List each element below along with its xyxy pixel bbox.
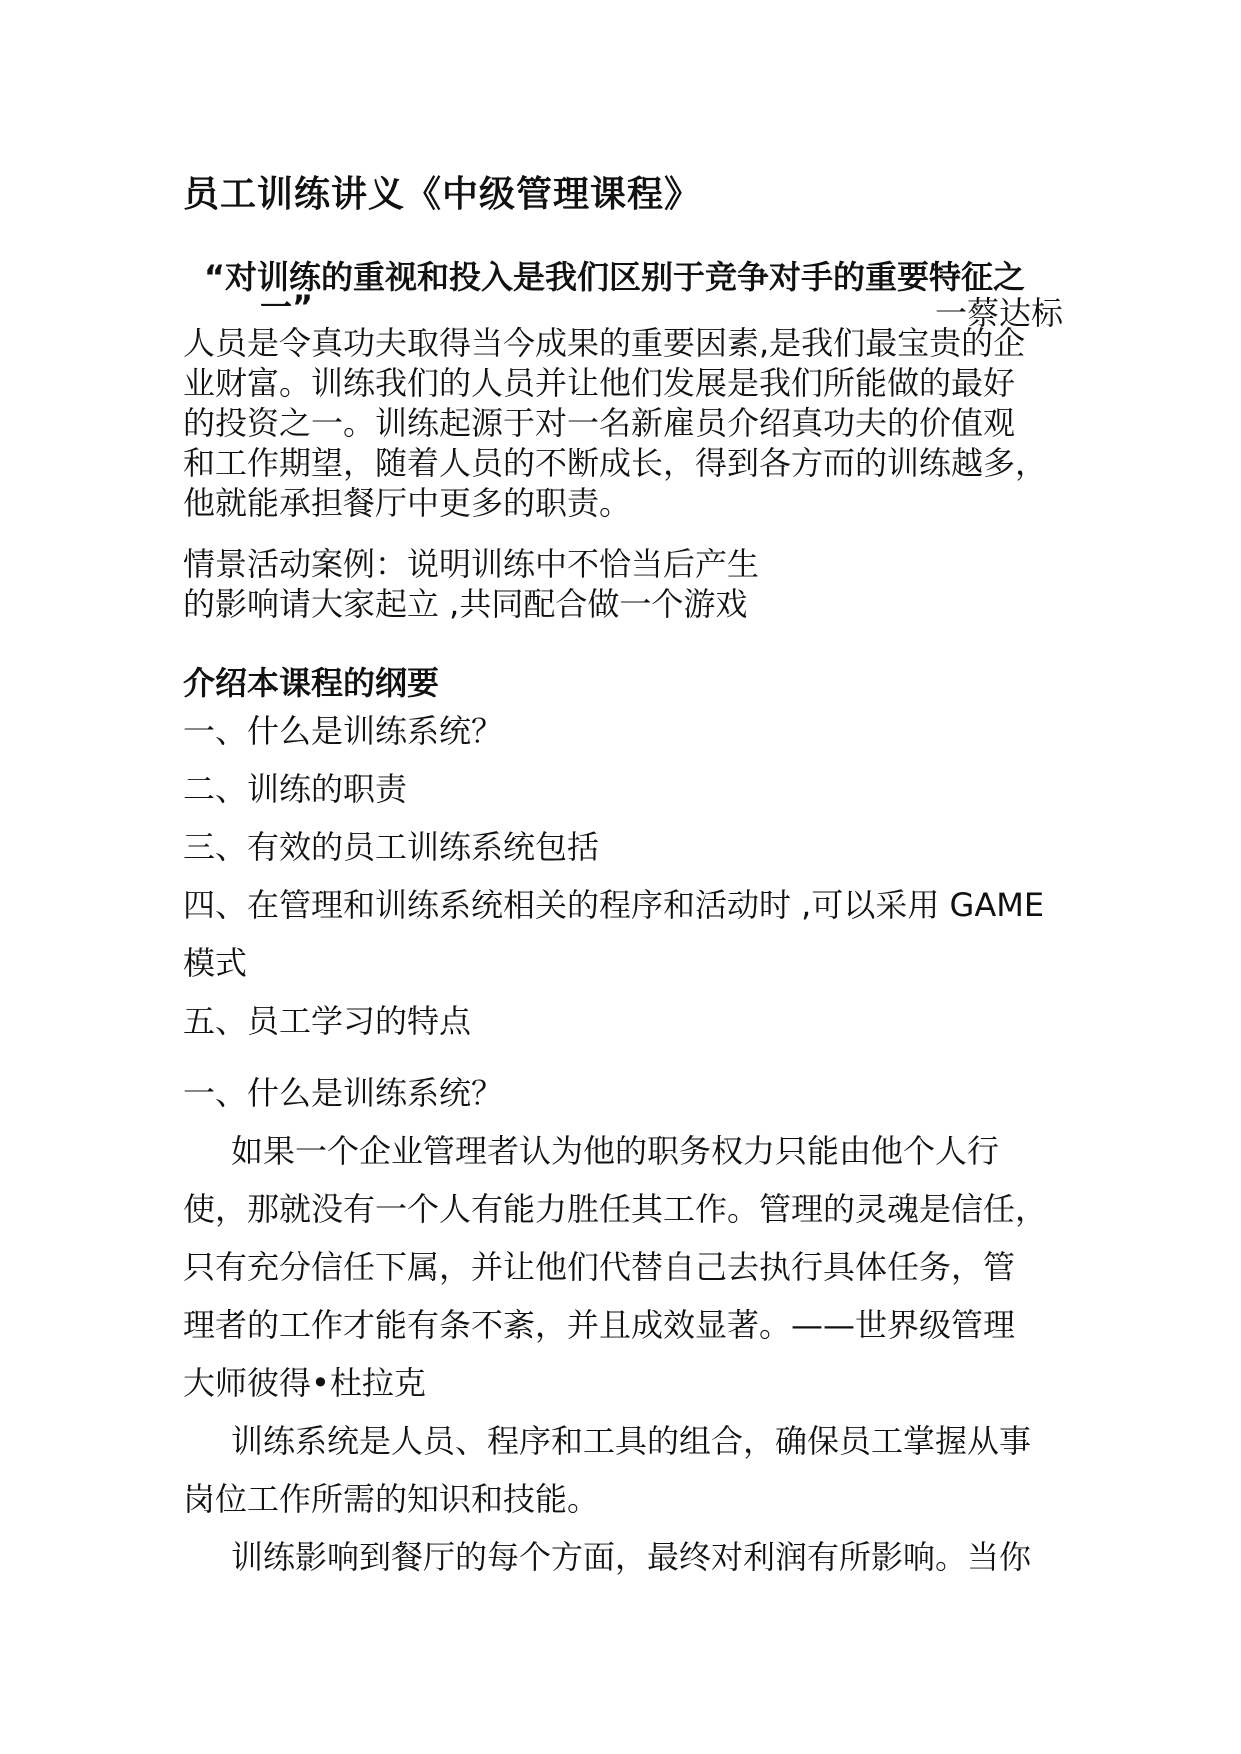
document-title: 员工训练讲义《中级管理课程》 xyxy=(183,174,702,215)
section-line: 训练影响到餐厅的每个方面，最终对利润有所影响。当你 xyxy=(231,1538,1032,1576)
quote-author: 一蔡达标 xyxy=(934,294,1063,332)
section-line: 如果一个企业管理者认为他的职务权力只能由他个人行 xyxy=(231,1132,1000,1170)
section-line: 只有充分信任下属，并让他们代替自己去执行具体任务，管 xyxy=(183,1248,1016,1286)
outline-item: 三、有效的员工训练系统包括 xyxy=(183,828,600,866)
case-line: 的影响请大家起立 ,共同配合做一个游戏 xyxy=(183,585,748,623)
intro-line: 业财富。训练我们的人员并让他们发展是我们所能做的最好 xyxy=(183,364,1016,402)
section-line: 训练系统是人员、程序和工具的组合，确保员工掌握从事 xyxy=(231,1422,1032,1460)
outline-item: 四、在管理和训练系统相关的程序和活动时 ,可以采用 GAME xyxy=(183,886,1045,924)
intro-line: 人员是令真功夫取得当今成果的重要因素,是我们最宝贵的企 xyxy=(183,324,1026,362)
outline-item: 模式 xyxy=(183,944,248,982)
quote-line-2: 一” xyxy=(260,288,314,326)
section-line: 理者的工作才能有条不紊，并且成效显著。——世界级管理 xyxy=(183,1306,1016,1344)
section-what-is-training-system xyxy=(183,1064,1083,1586)
outline-heading: 介绍本课程的纲要 xyxy=(183,664,440,702)
section-line: 使，那就没有一个人有能力胜任其工作。管理的灵魂是信任， xyxy=(183,1190,1048,1228)
section-heading: 一、什么是训练系统？ xyxy=(183,1074,504,1112)
case-line: 情景活动案例：说明训练中不恰当后产生 xyxy=(183,545,760,583)
intro-line: 他就能承担餐厅中更多的职责。 xyxy=(183,484,632,522)
outline-item: 五、员工学习的特点 xyxy=(183,1002,472,1040)
outline-item: 二、训练的职责 xyxy=(183,770,408,808)
intro-line: 和工作期望，随着人员的不断成长，得到各方而的训练越多， xyxy=(183,444,1048,482)
section-line: 岗位工作所需的知识和技能。 xyxy=(183,1480,600,1518)
intro-line: 的投资之一。训练起源于对一名新雇员介绍真功夫的价值观 xyxy=(183,404,1016,442)
intro-paragraph xyxy=(183,323,1083,523)
outline-item: 一、什么是训练系统？ xyxy=(183,712,504,750)
quote-line-1: “对训练的重视和投入是我们区别于竞争对手的重要特征之 xyxy=(204,258,1026,296)
outline-list xyxy=(183,702,1083,1050)
case-activity xyxy=(183,544,759,624)
section-line: 大师彼得•杜拉克 xyxy=(183,1364,426,1402)
